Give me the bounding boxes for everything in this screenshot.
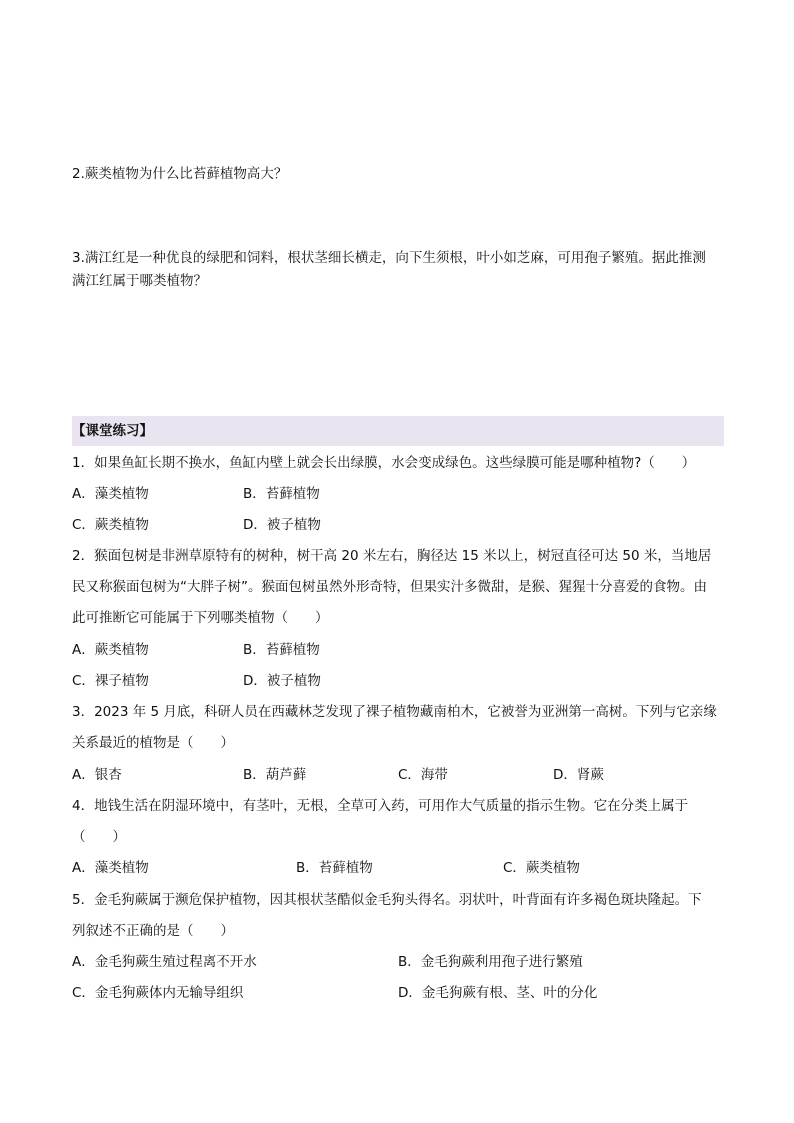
- question-4-stem-line2: （ ）: [72, 829, 126, 845]
- question-3-option-b: B．葫芦藓: [243, 767, 307, 783]
- question-4-option-a: A．藻类植物: [72, 860, 149, 876]
- question-4-stem-line1: 4．地钱生活在阴湿环境中，有茎叶，无根，全草可入药，可用作大气质量的指示生物。它在分类上属于: [72, 798, 689, 814]
- section-header-bar: [72, 416, 724, 446]
- question-3-option-a: A．银杏: [72, 767, 122, 783]
- question-2-option-b: B．苔藓植物: [243, 642, 320, 658]
- question-3-option-c: C．海带: [398, 767, 448, 783]
- question-3-stem-line1: 3．2023 年 5 月底，科研人员在西藏林芝发现了裸子植物藏南柏木，它被誉为亚洲第一高树。下列与它亲缘: [72, 704, 717, 720]
- question-2-stem-line3: 此可推断它可能属于下列哪类植物（ ）: [72, 610, 329, 626]
- question-2-stem-line1: 2．猴面包树是非洲草原特有的树种，树干高 20 米左右，胸径达 15 米以上，树冠直径可达 50 米，当地居: [72, 548, 712, 564]
- question-1-stem: 1．如果鱼缸长期不换水，鱼缸内壁上就会长出绿膜，水会变成绿色。这些绿膜可能是哪种植物?（ ）: [72, 455, 696, 471]
- question-5-option-d: D．金毛狗蕨有根、茎、叶的分化: [398, 985, 598, 1001]
- question-5-option-c: C．金毛狗蕨体内无输导组织: [72, 985, 244, 1001]
- question-1-option-a: A．藻类植物: [72, 486, 149, 502]
- question-1-option-c: C．蕨类植物: [72, 517, 149, 533]
- question-2-option-d: D．被子植物: [243, 673, 321, 689]
- question-5-stem-line2: 列叙述不正确的是（ ）: [72, 923, 234, 939]
- question-2-option-a: A．蕨类植物: [72, 642, 149, 658]
- question-4-option-c: C．蕨类植物: [503, 860, 580, 876]
- question-3-option-d: D．肾蕨: [553, 767, 604, 783]
- question-2-stem-line2: 民又称猴面包树为“大胖子树”。猴面包树虽然外形奇特，但果实汁多微甜，是猴、猩猩十分喜爱的食物。由: [72, 579, 707, 595]
- question-5-option-b: B．金毛狗蕨利用孢子进行繁殖: [398, 954, 583, 970]
- question-1-option-b: B．苔藓植物: [243, 486, 320, 502]
- section-title: 【课堂练习】: [72, 423, 153, 439]
- question-5-option-a: A．金毛狗蕨生殖过程离不开水: [72, 954, 257, 970]
- question-5-stem-line1: 5．金毛狗蕨属于濒危保护植物，因其根状茎酷似金毛狗头得名。羽状叶，叶背面有许多褐色斑块隆起。下: [72, 892, 702, 908]
- intro-question-3-line1: 3.满江红是一种优良的绿肥和饲料，根状茎细长横走，向下生须根，叶小如芝麻，可用孢子繁殖。据此推测: [72, 250, 706, 266]
- question-1-option-d: D．被子植物: [243, 517, 321, 533]
- question-2-option-c: C．裸子植物: [72, 673, 149, 689]
- question-4-option-b: B．苔藓植物: [296, 860, 373, 876]
- intro-question-2: 2.蕨类植物为什么比苔藓植物高大？: [72, 166, 288, 182]
- question-3-stem-line2: 关系最近的植物是（ ）: [72, 735, 234, 751]
- intro-question-3-line2: 满江红属于哪类植物？: [72, 273, 207, 289]
